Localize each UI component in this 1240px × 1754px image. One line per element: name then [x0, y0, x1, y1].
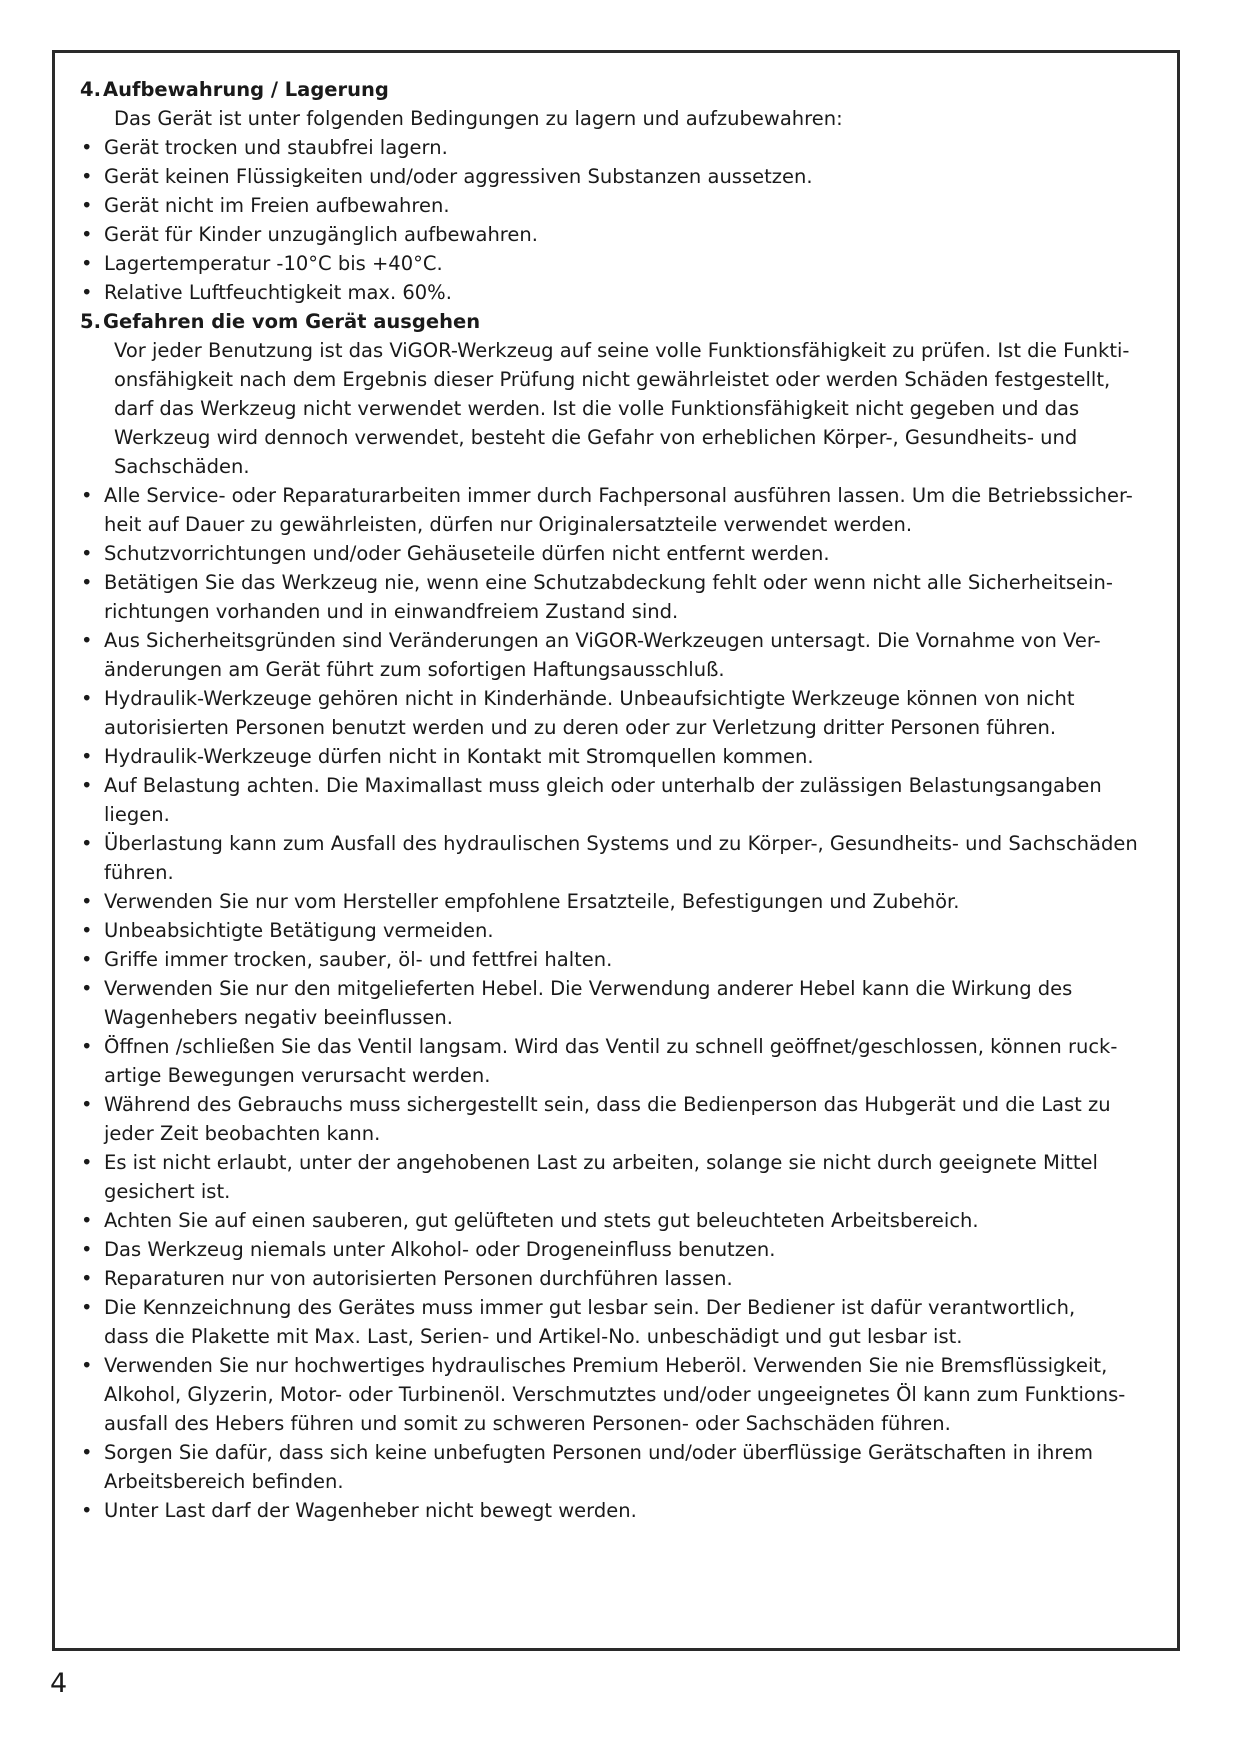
content-frame — [52, 50, 1180, 1651]
list-item — [80, 945, 1165, 974]
list-item — [80, 191, 1165, 220]
list-item-text — [104, 916, 1165, 945]
list-item-line: Achten Sie auf einen sauberen, gut gelüfteten und stets gut beleuchteten Arbeitsbereich. — [104, 1209, 979, 1232]
bullet-marker: • — [81, 194, 93, 217]
list-item — [80, 539, 1165, 568]
list-item — [80, 742, 1165, 771]
list-item-text — [104, 133, 1165, 162]
bullet-marker: • — [81, 1267, 93, 1290]
bullet-marker: • — [81, 281, 93, 304]
list-item-line: Auf Belastung achten. Die Maximallast muss gleich oder unterhalb der zulässigen Belastungsangaben — [104, 774, 1102, 797]
list-item-line: änderungen am Gerät führt zum sofortigen Haftungsausschluß. — [104, 658, 725, 681]
list-item — [80, 481, 1165, 539]
list-item — [80, 1090, 1165, 1148]
list-item-text — [104, 220, 1165, 249]
section-4-title: Aufbewahrung / Lagerung — [103, 78, 389, 101]
list-item-text — [104, 1438, 1165, 1496]
paragraph-line: darf das Werkzeug nicht verwendet werden. Ist die volle Funktionsfähigkeit nicht gegeben und das — [114, 397, 1080, 420]
list-item-text — [104, 1235, 1165, 1264]
bullet-marker: • — [81, 774, 93, 797]
list-item-text — [104, 945, 1165, 974]
list-item-line: Das Werkzeug niemals unter Alkohol- oder Drogeneinfluss benutzen. — [104, 1238, 776, 1261]
list-item-line: Gerät für Kinder unzugänglich aufbewahren. — [104, 223, 538, 246]
bullet-marker: • — [81, 919, 93, 942]
section-4-bullet-list — [80, 133, 1165, 307]
list-item-line: Sorgen Sie dafür, dass sich keine unbefugten Personen und/oder überflüssige Gerätschaften in ihrem — [104, 1441, 1093, 1464]
list-item-line: Es ist nicht erlaubt, unter der angehobenen Last zu arbeiten, solange sie nicht durch geeignete Mittel — [104, 1151, 1098, 1174]
list-item-line: dass die Plakette mit Max. Last, Serien- und Artikel-No. unbeschädigt und gut lesbar ist. — [104, 1325, 963, 1348]
bullet-marker: • — [81, 1151, 93, 1174]
bullet-marker: • — [81, 1499, 93, 1522]
list-item-text — [104, 1264, 1165, 1293]
list-item — [80, 1351, 1165, 1438]
list-item-line: Reparaturen nur von autorisierten Personen durchführen lassen. — [104, 1267, 733, 1290]
list-item-line: Relative Luftfeuchtigkeit max. 60%. — [104, 281, 452, 304]
list-item-line: Griffe immer trocken, sauber, öl- und fettfrei halten. — [104, 948, 613, 971]
list-item — [80, 1148, 1165, 1206]
page-number: 4 — [50, 1668, 68, 1699]
list-item — [80, 133, 1165, 162]
list-item-text — [104, 742, 1165, 771]
bullet-marker: • — [81, 165, 93, 188]
list-item-line: Unter Last darf der Wagenheber nicht bewegt werden. — [104, 1499, 637, 1522]
list-item-text — [104, 249, 1165, 278]
list-item-text — [104, 771, 1165, 829]
paragraph-line: onsfähigkeit nach dem Ergebnis dieser Prüfung nicht gewährleistet oder werden Schäden festgestellt, — [114, 368, 1111, 391]
list-item-line: artige Bewegungen verursacht werden. — [104, 1064, 491, 1087]
paragraph-line: Sachschäden. — [114, 455, 250, 478]
list-item — [80, 1293, 1165, 1351]
list-item-text — [104, 481, 1165, 539]
list-item-line: richtungen vorhanden und in einwandfreiem Zustand sind. — [104, 600, 679, 623]
list-item-line: Gerät nicht im Freien aufbewahren. — [104, 194, 450, 217]
list-item-text — [104, 278, 1165, 307]
bullet-marker: • — [81, 1209, 93, 1232]
bullet-marker: • — [81, 223, 93, 246]
list-item — [80, 1496, 1165, 1525]
section-5-intro — [80, 336, 1165, 481]
list-item-line: Alle Service- oder Reparaturarbeiten immer durch Fachpersonal ausführen lassen. Um die Betriebssicher- — [104, 484, 1133, 507]
list-item-text — [104, 829, 1165, 887]
bullet-marker: • — [81, 1035, 93, 1058]
bullet-marker: • — [81, 890, 93, 913]
list-item-text — [104, 1293, 1165, 1351]
list-item-text — [104, 974, 1165, 1032]
list-item-text — [104, 1351, 1165, 1438]
list-item-text — [104, 626, 1165, 684]
list-item — [80, 1438, 1165, 1496]
bullet-marker: • — [81, 745, 93, 768]
list-item — [80, 684, 1165, 742]
list-item — [80, 974, 1165, 1032]
list-item-text — [104, 1148, 1165, 1206]
list-item — [80, 626, 1165, 684]
section-5-bullet-list — [80, 481, 1165, 1525]
list-item — [80, 278, 1165, 307]
list-item-text — [104, 1032, 1165, 1090]
list-item-line: Arbeitsbereich befinden. — [104, 1470, 344, 1493]
section-4-intro: Das Gerät ist unter folgenden Bedingungen zu lagern und aufzubewahren: — [114, 107, 843, 130]
list-item — [80, 1264, 1165, 1293]
bullet-marker: • — [81, 252, 93, 275]
list-item-line: Verwenden Sie nur den mitgelieferten Hebel. Die Verwendung anderer Hebel kann die Wirkung des — [104, 977, 1073, 1000]
list-item-line: Aus Sicherheitsgründen sind Veränderungen an ViGOR-Werkzeugen untersagt. Die Vornahme von Ver- — [104, 629, 1101, 652]
list-item — [80, 162, 1165, 191]
bullet-marker: • — [81, 484, 93, 507]
list-item-line: Gerät trocken und staubfrei lagern. — [104, 136, 448, 159]
list-item-line: jeder Zeit beobachten kann. — [104, 1122, 381, 1145]
bullet-marker: • — [81, 687, 93, 710]
bullet-marker: • — [81, 1354, 93, 1377]
list-item-line: Hydraulik-Werkzeuge dürfen nicht in Kontakt mit Stromquellen kommen. — [104, 745, 814, 768]
list-item-line: Gerät keinen Flüssigkeiten und/oder aggressiven Substanzen aussetzen. — [104, 165, 813, 188]
list-item-text — [104, 887, 1165, 916]
bullet-marker: • — [81, 1441, 93, 1464]
list-item-line: Die Kennzeichnung des Gerätes muss immer gut lesbar sein. Der Bediener ist dafür verantwortlich, — [104, 1296, 1076, 1319]
list-item-line: Schutzvorrichtungen und/oder Gehäuseteile dürfen nicht entfernt werden. — [104, 542, 830, 565]
list-item — [80, 220, 1165, 249]
bullet-marker: • — [81, 1093, 93, 1116]
list-item-line: führen. — [104, 861, 174, 884]
list-item-text — [104, 684, 1165, 742]
bullet-marker: • — [81, 1296, 93, 1319]
list-item-line: Alkohol, Glyzerin, Motor- oder Turbinenöl. Verschmutztes und/oder ungeeignetes Öl kann zum Funktions- — [104, 1383, 1126, 1406]
list-item-text — [104, 1090, 1165, 1148]
list-item-line: heit auf Dauer zu gewährleisten, dürfen nur Originalersatzteile verwendet werden. — [104, 513, 913, 536]
paragraph-line: Werkzeug wird dennoch verwendet, besteht die Gefahr von erheblichen Körper-, Gesundheits- und — [114, 426, 1078, 449]
list-item-text — [104, 162, 1165, 191]
bullet-marker: • — [81, 832, 93, 855]
list-item-text — [104, 1206, 1165, 1235]
bullet-marker: • — [81, 136, 93, 159]
list-item-line: Überlastung kann zum Ausfall des hydraulischen Systems und zu Körper-, Gesundheits- und Sachschäden — [104, 832, 1138, 855]
list-item — [80, 887, 1165, 916]
list-item-line: autorisierten Personen benutzt werden und zu deren oder zur Verletzung dritter Personen führen. — [104, 716, 1057, 739]
bullet-marker: • — [81, 1238, 93, 1261]
bullet-marker: • — [81, 571, 93, 594]
list-item-line: Hydraulik-Werkzeuge gehören nicht in Kinderhände. Unbeaufsichtigte Werkzeuge können von nicht — [104, 687, 1075, 710]
paragraph-line: Vor jeder Benutzung ist das ViGOR-Werkzeug auf seine volle Funktionsfähigkeit zu prüfen. Ist die Funkti- — [114, 339, 1130, 362]
list-item — [80, 568, 1165, 626]
list-item — [80, 1032, 1165, 1090]
list-item-text — [104, 568, 1165, 626]
section-4-number: 4. — [80, 78, 101, 101]
list-item-line: Verwenden Sie nur hochwertiges hydraulisches Premium Heberöl. Verwenden Sie nie Bremsflüssigkeit, — [104, 1354, 1108, 1377]
list-item-line: Verwenden Sie nur vom Hersteller empfohlene Ersatzteile, Befestigungen und Zubehör. — [104, 890, 960, 913]
section-5-number: 5. — [80, 310, 101, 333]
list-item — [80, 771, 1165, 829]
list-item-text — [104, 191, 1165, 220]
list-item — [80, 1206, 1165, 1235]
list-item-text — [104, 1496, 1165, 1525]
list-item-line: Lagertemperatur -10°C bis +40°C. — [104, 252, 443, 275]
section-5-heading — [80, 307, 1165, 336]
list-item — [80, 916, 1165, 945]
section-5-title: Gefahren die vom Gerät ausgehen — [103, 310, 481, 333]
list-item — [80, 829, 1165, 887]
bullet-marker: • — [81, 629, 93, 652]
list-item-line: ausfall des Hebers führen und somit zu schweren Personen- oder Sachschäden führen. — [104, 1412, 951, 1435]
section-4-heading — [80, 75, 1165, 104]
list-item-line: Öffnen /schließen Sie das Ventil langsam. Wird das Ventil zu schnell geöffnet/geschlossen, können ruck- — [104, 1035, 1118, 1058]
list-item — [80, 1235, 1165, 1264]
list-item-line: Während des Gebrauchs muss sichergestellt sein, dass die Bedienperson das Hubgerät und die Last zu — [104, 1093, 1111, 1116]
list-item-line: liegen. — [104, 803, 170, 826]
list-item — [80, 249, 1165, 278]
bullet-marker: • — [81, 948, 93, 971]
content — [80, 75, 1165, 1525]
list-item-line: Unbeabsichtigte Betätigung vermeiden. — [104, 919, 494, 942]
list-item-line: Betätigen Sie das Werkzeug nie, wenn eine Schutzabdeckung fehlt oder wenn nicht alle Sicherheitsein- — [104, 571, 1113, 594]
bullet-marker: • — [81, 542, 93, 565]
bullet-marker: • — [81, 977, 93, 1000]
list-item-text — [104, 539, 1165, 568]
list-item-line: Wagenhebers negativ beeinflussen. — [104, 1006, 453, 1029]
list-item-line: gesichert ist. — [104, 1180, 231, 1203]
